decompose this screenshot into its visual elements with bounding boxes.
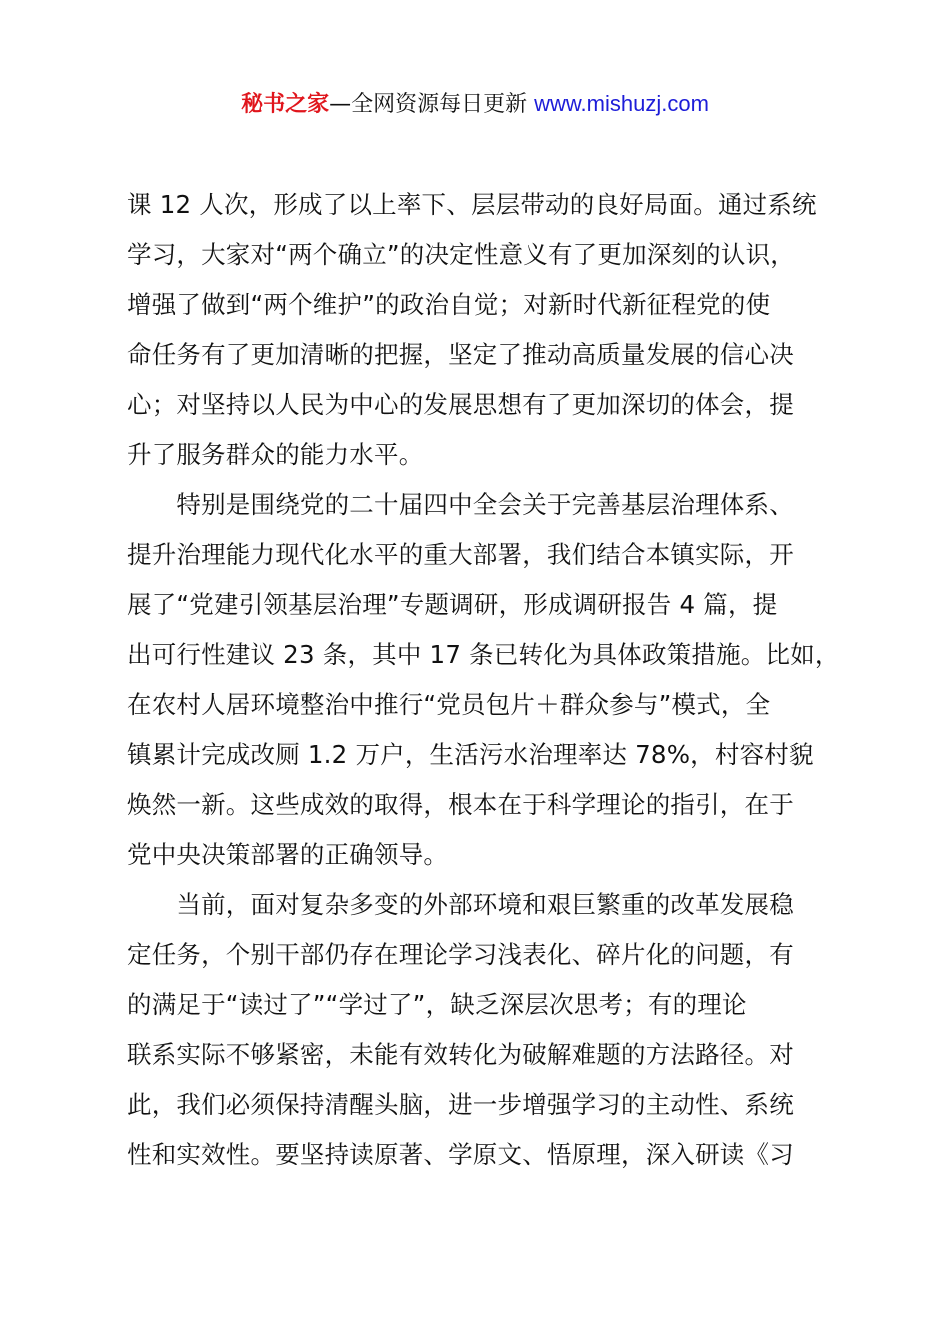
text-line: 当前，面对复杂多变的外部环境和艰巨繁重的改革发展稳 bbox=[127, 890, 794, 919]
text-line: 展了“党建引领基层治理”专题调研，形成调研报告 4 篇，提 bbox=[127, 590, 778, 619]
text-line: 的满足于“读过了”“学过了”，缺乏深层次思考；有的理论 bbox=[127, 990, 747, 1019]
text-line: 定任务，个别干部仍存在理论学习浅表化、碎片化的问题，有 bbox=[127, 940, 794, 969]
text-line: 增强了做到“两个维护”的政治自觉；对新时代新征程党的使 bbox=[127, 290, 771, 319]
header-tagline: —全网资源每日更新 bbox=[329, 92, 535, 117]
text-line: 出可行性建议 23 条，其中 17 条已转化为具体政策措施。比如， bbox=[127, 640, 840, 669]
text-line: 学习，大家对“两个确立”的决定性意义有了更加深刻的认识， bbox=[127, 240, 795, 269]
text-line: 性和实效性。要坚持读原著、学原文、悟原理，深入研读《习 bbox=[127, 1140, 794, 1169]
text-line: 在农村人居环境整治中推行“党员包片＋群众参与”模式，全 bbox=[127, 690, 771, 719]
page-header bbox=[0, 86, 950, 123]
text-line: 命任务有了更加清晰的把握，坚定了推动高质量发展的信心决 bbox=[127, 340, 794, 369]
document-body bbox=[127, 180, 840, 1180]
text-line: 提升治理能力现代化水平的重大部署，我们结合本镇实际，开 bbox=[127, 540, 794, 569]
site-url: www.mishuzj.com bbox=[534, 91, 709, 116]
text-line: 课 12 人次，形成了以上率下、层层带动的良好局面。通过系统 bbox=[127, 190, 817, 219]
text-line: 镇累计完成改厕 1.2 万户，生活污水治理率达 78%，村容村貌 bbox=[127, 740, 814, 769]
text-line: 联系实际不够紧密，未能有效转化为破解难题的方法路径。对 bbox=[127, 1040, 794, 1069]
text-line: 心；对坚持以人民为中心的发展思想有了更加深切的体会，提 bbox=[127, 390, 794, 419]
text-line: 升了服务群众的能力水平。 bbox=[127, 440, 424, 469]
text-line: 党中央决策部署的正确领导。 bbox=[127, 840, 449, 869]
text-line: 特别是围绕党的二十届四中全会关于完善基层治理体系、 bbox=[127, 490, 794, 519]
text-line: 焕然一新。这些成效的取得，根本在于科学理论的指引，在于 bbox=[127, 790, 794, 819]
text-line: 此，我们必须保持清醒头脑，进一步增强学习的主动性、系统 bbox=[127, 1090, 794, 1119]
site-brand: 秘书之家 bbox=[241, 92, 330, 117]
